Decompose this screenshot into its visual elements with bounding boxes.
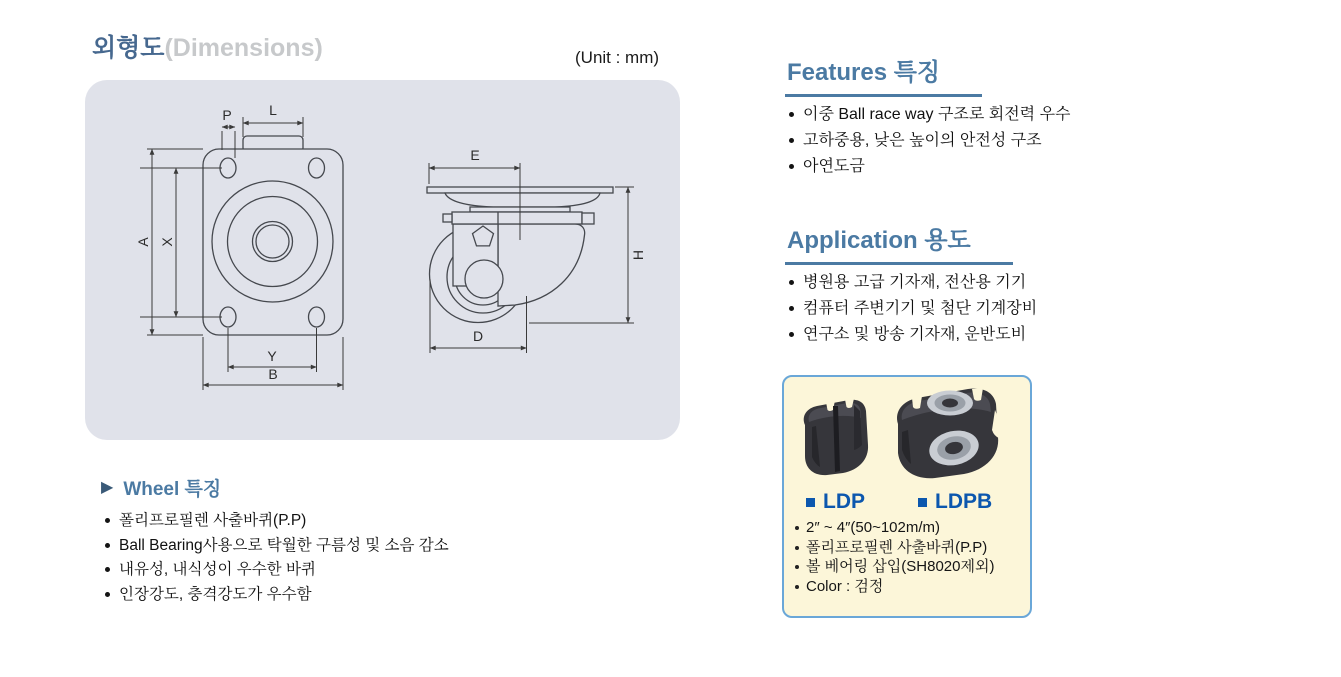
ldpb-product-image <box>888 380 1010 486</box>
list-item <box>105 534 449 559</box>
list-item <box>789 154 1071 180</box>
bullet-icon <box>789 138 794 143</box>
model-name: LDPB <box>935 490 993 513</box>
unit-label: (Unit : mm) <box>575 48 660 67</box>
features-title: Features 특징 <box>785 52 982 97</box>
square-bullet-icon <box>806 498 815 507</box>
list-item <box>795 577 994 597</box>
bullet-icon <box>795 585 799 589</box>
bullet-icon <box>105 543 110 548</box>
features-section-header <box>785 52 982 97</box>
dim-label-y: Y <box>267 348 277 364</box>
dim-label-a: A <box>135 237 151 247</box>
page-title-korean: 외형도 <box>92 34 165 62</box>
model-label-ldp <box>806 490 865 514</box>
list-item <box>789 322 1037 348</box>
list-item <box>789 296 1037 322</box>
dimensions-drawing-panel <box>85 80 680 440</box>
list-item-text: 내유성, 내식성이 우수한 바퀴 <box>119 561 316 578</box>
dim-label-p: P <box>222 107 232 123</box>
list-item <box>795 518 994 538</box>
list-item <box>795 538 994 558</box>
bullet-icon <box>789 112 794 117</box>
list-item-text: 아연도금 <box>803 158 865 175</box>
triangle-bullet-icon: ▶ <box>101 478 114 496</box>
page-title <box>92 28 323 64</box>
list-item-text: 2″ ~ 4″(50~102m/m) <box>806 519 941 536</box>
page-title-english: (Dimensions) <box>164 34 323 62</box>
bullet-icon <box>795 526 799 530</box>
list-item-text: 인장강도, 충격강도가 우수함 <box>119 585 312 603</box>
bullet-icon <box>789 332 794 337</box>
features-list <box>789 102 1071 180</box>
side-view-caster-drawing <box>427 147 646 353</box>
application-title: Application 용도 <box>785 220 1013 265</box>
dim-label-e: E <box>470 147 480 163</box>
list-item-text: 이중 Ball race way 구조로 회전력 우수 <box>803 106 1071 123</box>
list-item-text: Color : 검정 <box>806 577 884 595</box>
list-item-text: 컴퓨터 주변기기 및 첨단 기계장비 <box>803 300 1038 317</box>
bullet-icon <box>789 164 794 169</box>
list-item-text: 폴리프로필렌 사출바퀴(P.P) <box>119 512 307 529</box>
model-name: LDP <box>823 490 865 513</box>
application-list <box>789 270 1037 348</box>
bullet-icon <box>105 592 110 597</box>
list-item-text: 볼 베어링 삽입(SH8020제외) <box>806 558 995 575</box>
list-item <box>105 509 449 534</box>
product-spec-list <box>795 518 994 596</box>
wheel-features-list <box>105 509 449 607</box>
list-item <box>789 102 1071 128</box>
application-section-header <box>785 220 1013 265</box>
list-item-text: 연구소 및 방송 기자재, 운반도비 <box>803 326 1027 343</box>
bullet-icon <box>789 280 794 285</box>
list-item <box>105 583 449 608</box>
bullet-icon <box>105 518 110 523</box>
bullet-icon <box>795 565 799 569</box>
list-item-text: 고하중용, 낮은 높이의 안전성 구조 <box>803 132 1042 149</box>
ldp-product-image <box>796 393 878 485</box>
dim-label-h: H <box>630 249 646 261</box>
square-bullet-icon <box>918 498 927 507</box>
list-item <box>795 557 994 577</box>
dim-label-l: L <box>269 102 277 118</box>
wheel-features-header <box>101 474 221 501</box>
list-item-text: 병원용 고급 기자재, 전산용 기기 <box>803 274 1027 291</box>
dim-label-x: X <box>159 237 175 247</box>
dim-label-b: B <box>268 366 278 382</box>
list-item <box>789 128 1071 154</box>
bullet-icon <box>105 567 110 572</box>
wheel-features-title: Wheel 특징 <box>123 479 222 500</box>
list-item <box>789 270 1037 296</box>
bullet-icon <box>795 546 799 550</box>
dim-label-d: D <box>472 328 484 344</box>
product-variant-box <box>782 375 1032 618</box>
bullet-icon <box>789 306 794 311</box>
model-label-ldpb <box>918 490 992 514</box>
list-item-text: 폴리프로필렌 사출바퀴(P.P) <box>806 538 988 556</box>
top-view-plate-drawing <box>135 102 343 390</box>
list-item-text: Ball Bearing사용으로 탁월한 구름성 및 소음 감소 <box>119 536 449 554</box>
list-item <box>105 558 449 583</box>
caster-dimension-drawing <box>85 80 680 440</box>
